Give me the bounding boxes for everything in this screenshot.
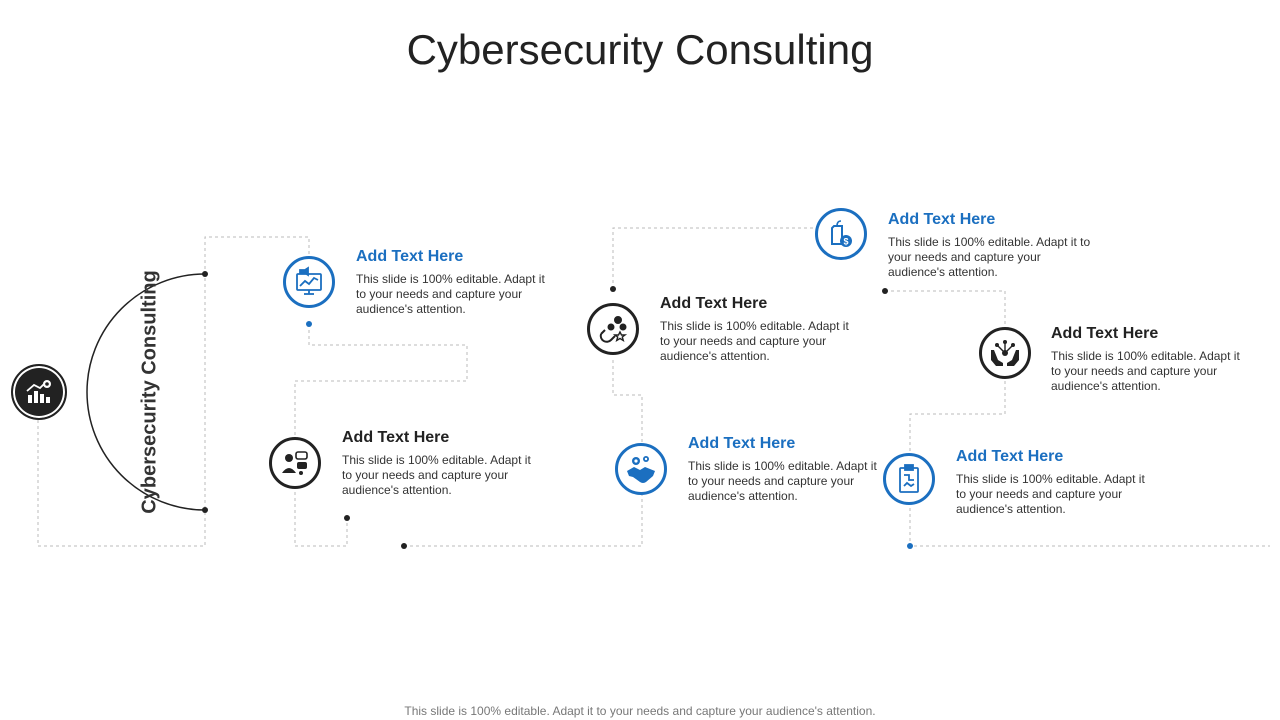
- svg-text:$: $: [843, 236, 849, 247]
- step-body: This slide is 100% editable. Adapt it to your needs and capture your audience's attention.: [356, 272, 545, 316]
- step-heading: Add Text Here: [342, 429, 450, 446]
- step-heading: Add Text Here: [1051, 325, 1159, 342]
- growth-chart-icon: [11, 364, 67, 420]
- step-heading: Add Text Here: [956, 448, 1064, 465]
- team-chat-icon: [269, 437, 321, 489]
- step-heading: Add Text Here: [356, 248, 464, 265]
- step-heading: Add Text Here: [660, 295, 768, 312]
- presentation-chart-icon: [283, 256, 335, 308]
- step-5-block: [888, 211, 1098, 280]
- step-2-block: [342, 429, 532, 498]
- step-body: This slide is 100% editable. Adapt it to your needs and capture your audience's attention.: [688, 459, 877, 503]
- clipboard-plan-icon: [883, 453, 935, 505]
- step-7-block: [956, 448, 1146, 517]
- step-body: This slide is 100% editable. Adapt it to your needs and capture your audience's attention.: [660, 319, 849, 363]
- step-body: This slide is 100% editable. Adapt it to your needs and capture your audience's attention.: [342, 453, 531, 497]
- step-4-block: [688, 435, 878, 504]
- footer-note: This slide is 100% editable. Adapt it to your needs and capture your audience's attention.: [404, 704, 876, 718]
- step-3-block: [660, 295, 850, 364]
- center-label: Cybersecurity Consulting: [138, 270, 161, 514]
- handshake-gear-icon: [615, 443, 667, 495]
- step-heading: Add Text Here: [888, 211, 996, 228]
- hands-network-icon: [979, 327, 1031, 379]
- step-1-block: [356, 248, 546, 317]
- step-heading: Add Text Here: [688, 435, 796, 452]
- slide-title: Cybersecurity Consulting: [406, 26, 874, 73]
- price-tag-icon: [815, 208, 867, 260]
- step-body: This slide is 100% editable. Adapt it to your needs and capture your audience's attention.: [1051, 349, 1240, 393]
- step-6-block: [1051, 325, 1241, 394]
- step-body: This slide is 100% editable. Adapt it to your needs and capture your audience's attention.: [888, 235, 1091, 279]
- step-body: This slide is 100% editable. Adapt it to your needs and capture your audience's attention.: [956, 472, 1145, 516]
- magnet-users-icon: [587, 303, 639, 355]
